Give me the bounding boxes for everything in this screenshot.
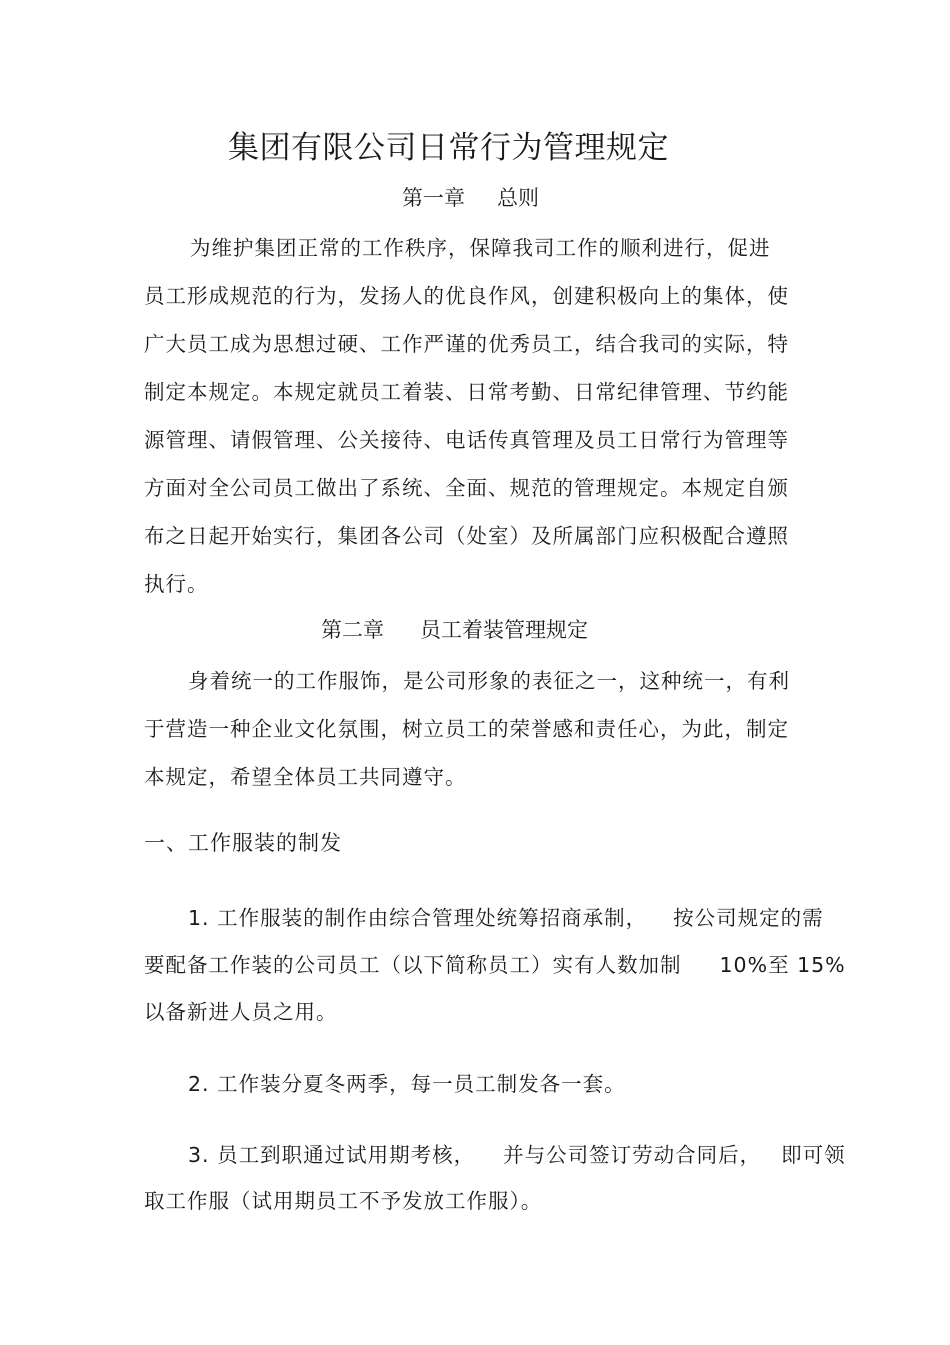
chapter-2-name: 员工着装管理规定 <box>420 618 588 642</box>
paragraph-line: 身着统一的工作服饰，是公司形象的表征之一，这种统一，有利 <box>188 669 790 693</box>
item-3-line-1-text-b: 并与公司签订劳动合同后， <box>503 1143 762 1167</box>
item-3-line-1 <box>188 1138 846 1168</box>
list-item-2: 2. 工作装分夏冬两季，每一员工制发各一套。 <box>188 1072 626 1096</box>
paragraph-line: 制定本规定。本规定就员工着装、日常考勤、日常纪律管理、节约能 <box>144 380 789 404</box>
item-1-line-1-text-a: 1. 工作服装的制作由综合管理处统筹招商承制， <box>188 906 648 930</box>
chapter-1-name: 总则 <box>497 186 539 210</box>
item-1-line-2-text-b: 10%至 15% <box>719 953 846 977</box>
paragraph-line: 本规定，希望全体员工共同遵守。 <box>144 765 467 789</box>
paragraph-line: 员工形成规范的行为，发扬人的优良作风，创建积极向上的集体，使 <box>144 284 789 308</box>
item-1-line-3: 以备新进人员之用。 <box>144 1000 338 1024</box>
item-3-line-1-text-a: 3. 员工到职通过试用期考核， <box>188 1143 476 1167</box>
chapter-2-heading <box>321 614 588 644</box>
chapter-1-number: 第一章 <box>402 186 465 210</box>
item-1-line-2 <box>144 948 846 978</box>
paragraph-line: 执行。 <box>144 572 209 596</box>
section-1-heading: 一、工作服装的制发 <box>144 831 342 855</box>
paragraph-line: 于营造一种企业文化氛围，树立员工的荣誉感和责任心，为此，制定 <box>144 717 789 741</box>
paragraph-line: 源管理、请假管理、公关接待、电话传真管理及员工日常行为管理等 <box>144 428 789 452</box>
paragraph-line: 方面对全公司员工做出了系统、全面、规范的管理规定。本规定自颁 <box>144 476 789 500</box>
item-1-line-1 <box>188 901 824 931</box>
paragraph-line: 布之日起开始实行，集团各公司（处室）及所属部门应积极配合遵照 <box>144 524 789 548</box>
item-3-line-1-text-c: 即可领 <box>781 1143 846 1167</box>
paragraph-line: 为维护集团正常的工作秩序，保障我司工作的顺利进行，促进 <box>190 236 771 260</box>
document-title: 集团有限公司日常行为管理规定 <box>228 130 669 166</box>
item-1-line-2-text-a: 要配备工作装的公司员工（以下简称员工）实有人数加制 <box>144 953 682 977</box>
chapter-1-heading <box>402 182 539 212</box>
chapter-2-number: 第二章 <box>321 618 384 642</box>
item-1-line-1-text-b: 按公司规定的需 <box>673 906 824 930</box>
item-3-line-2: 取工作服（试用期员工不予发放工作服）。 <box>144 1189 543 1213</box>
paragraph-line: 广大员工成为思想过硬、工作严谨的优秀员工，结合我司的实际，特 <box>144 332 789 356</box>
